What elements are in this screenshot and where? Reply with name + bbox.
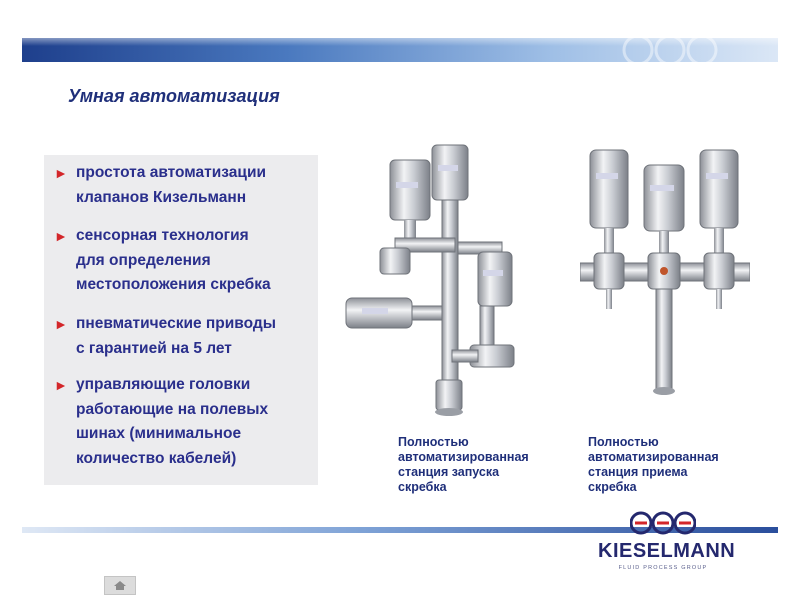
bullet-item — [54, 373, 314, 471]
bullet-list-box — [44, 155, 318, 485]
caption-line: Полностью — [398, 435, 469, 449]
bullet-line: шинах (минимальное — [76, 425, 242, 442]
bullet-arrow-icon: ► — [54, 228, 68, 244]
bullet-arrow-icon: ► — [54, 377, 68, 393]
bullet-line: сенсорная технология — [76, 227, 249, 244]
bullet-line: с гарантией на 5 лет — [76, 339, 232, 357]
caption-line: скребка — [588, 480, 637, 494]
kieselmann-logo — [598, 510, 736, 576]
caption-line: станция приема — [588, 465, 688, 479]
caption-line: автоматизированная — [398, 450, 529, 464]
bullet-arrow-icon: ► — [54, 316, 68, 332]
bullet-item — [54, 224, 314, 298]
caption-line: станция запуска — [398, 465, 500, 479]
slide-title: Умная автоматизация — [68, 86, 280, 106]
bullet-arrow-icon: ► — [54, 165, 68, 181]
caption-line: Полностью — [588, 435, 659, 449]
home-button[interactable] — [104, 576, 136, 595]
bullet-line: для определения — [76, 251, 211, 269]
launch-station-image — [340, 140, 540, 430]
bullet-line: работающие на полевых — [76, 400, 269, 418]
bullet-line: простота автоматизации — [76, 164, 267, 181]
caption-line: автоматизированная — [588, 450, 719, 464]
logo-circles-icon — [630, 510, 696, 536]
top-header-band — [22, 38, 778, 62]
bullet-line: количество кабелей) — [76, 449, 237, 467]
receive-station-caption — [588, 435, 719, 495]
logo-tagline: FLUID PROCESS GROUP — [618, 565, 708, 571]
bullet-line: пневматические приводы — [76, 315, 276, 332]
home-icon — [113, 580, 127, 591]
receive-station-image — [580, 145, 750, 400]
bullet-line: местоположения скребка — [76, 276, 271, 293]
band-watermark-circles — [618, 38, 738, 62]
caption-line: скребка — [398, 480, 447, 494]
bullet-item — [54, 312, 314, 361]
bullet-item — [54, 161, 314, 210]
logo-name: KIESELMANN — [598, 540, 736, 562]
bullet-line: клапанов Кизельманн — [76, 188, 247, 206]
bullet-line: управляющие головки — [76, 376, 251, 393]
launch-station-caption — [398, 435, 529, 495]
